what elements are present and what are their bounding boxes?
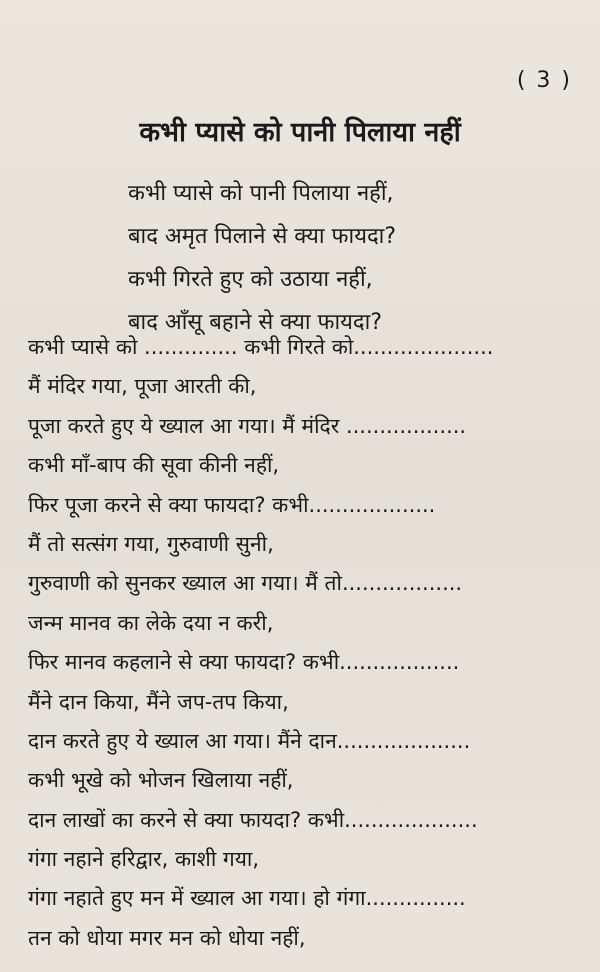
poem-line: गुरुवाणी को सुनकर ख्याल आ गया। मैं तो.................. (28, 571, 463, 596)
poem-line: गंगा नहाने हरिद्वार, काशी गया, (28, 847, 260, 872)
refrain-line: कभी गिरते हुए को उठाया नहीं, (128, 267, 373, 292)
poem-line: फिर पूजा करने से क्या फायदा? कभी................... (28, 492, 436, 517)
poem-line: जन्म मानव का लेके दया न करी, (28, 610, 274, 635)
poem-line: तन को धोया मगर मन को धोया नहीं, (28, 925, 306, 950)
refrain-line: बाद आँसू बहाने से क्या फायदा? (128, 310, 382, 335)
poem-line: दान लाखों का करने से क्या फायदा? कभी.................... (28, 807, 478, 832)
poem-line: फिर मानव कहलाने से क्या फायदा? कभी.................. (28, 650, 460, 675)
poem-line: कभी माँ-बाप की सूवा कीनी नहीं, (28, 453, 280, 478)
page-number: ( 3 ) (516, 68, 572, 93)
poem-line: कभी प्यासे को .............. कभी गिरते को..................... (28, 335, 494, 359)
poem-title: कभी प्यासे को पानी पिलाया नहीं (139, 117, 461, 148)
refrain-line: बाद अमृत पिलाने से क्या फायदा? (128, 224, 397, 249)
refrain-line: कभी प्यासे को पानी पिलाया नहीं, (128, 181, 394, 206)
poem-line: कभी भूखे को भोजन खिलाया नहीं, (28, 768, 294, 793)
poem-line: मैं तो सत्संग गया, गुरुवाणी सुनी, (28, 531, 274, 556)
poem-body (28, 328, 573, 958)
poem-line: गंगा नहाते हुए मन में ख्याल आ गया। हो गंगा............... (28, 886, 466, 911)
poem-refrain-stanza (128, 172, 396, 344)
poem-line: पूजा करते हुए ये ख्याल आ गया। मैं मंदिर .................. (28, 413, 467, 438)
poem-line: दान करते हुए ये ख्याल आ गया। मैंने दान.................... (28, 728, 471, 753)
poem-line: मैं मंदिर गया, पूजा आरती की, (28, 374, 257, 399)
poem-line: मैंने दान किया, मैंने जप-तप किया, (28, 689, 289, 714)
